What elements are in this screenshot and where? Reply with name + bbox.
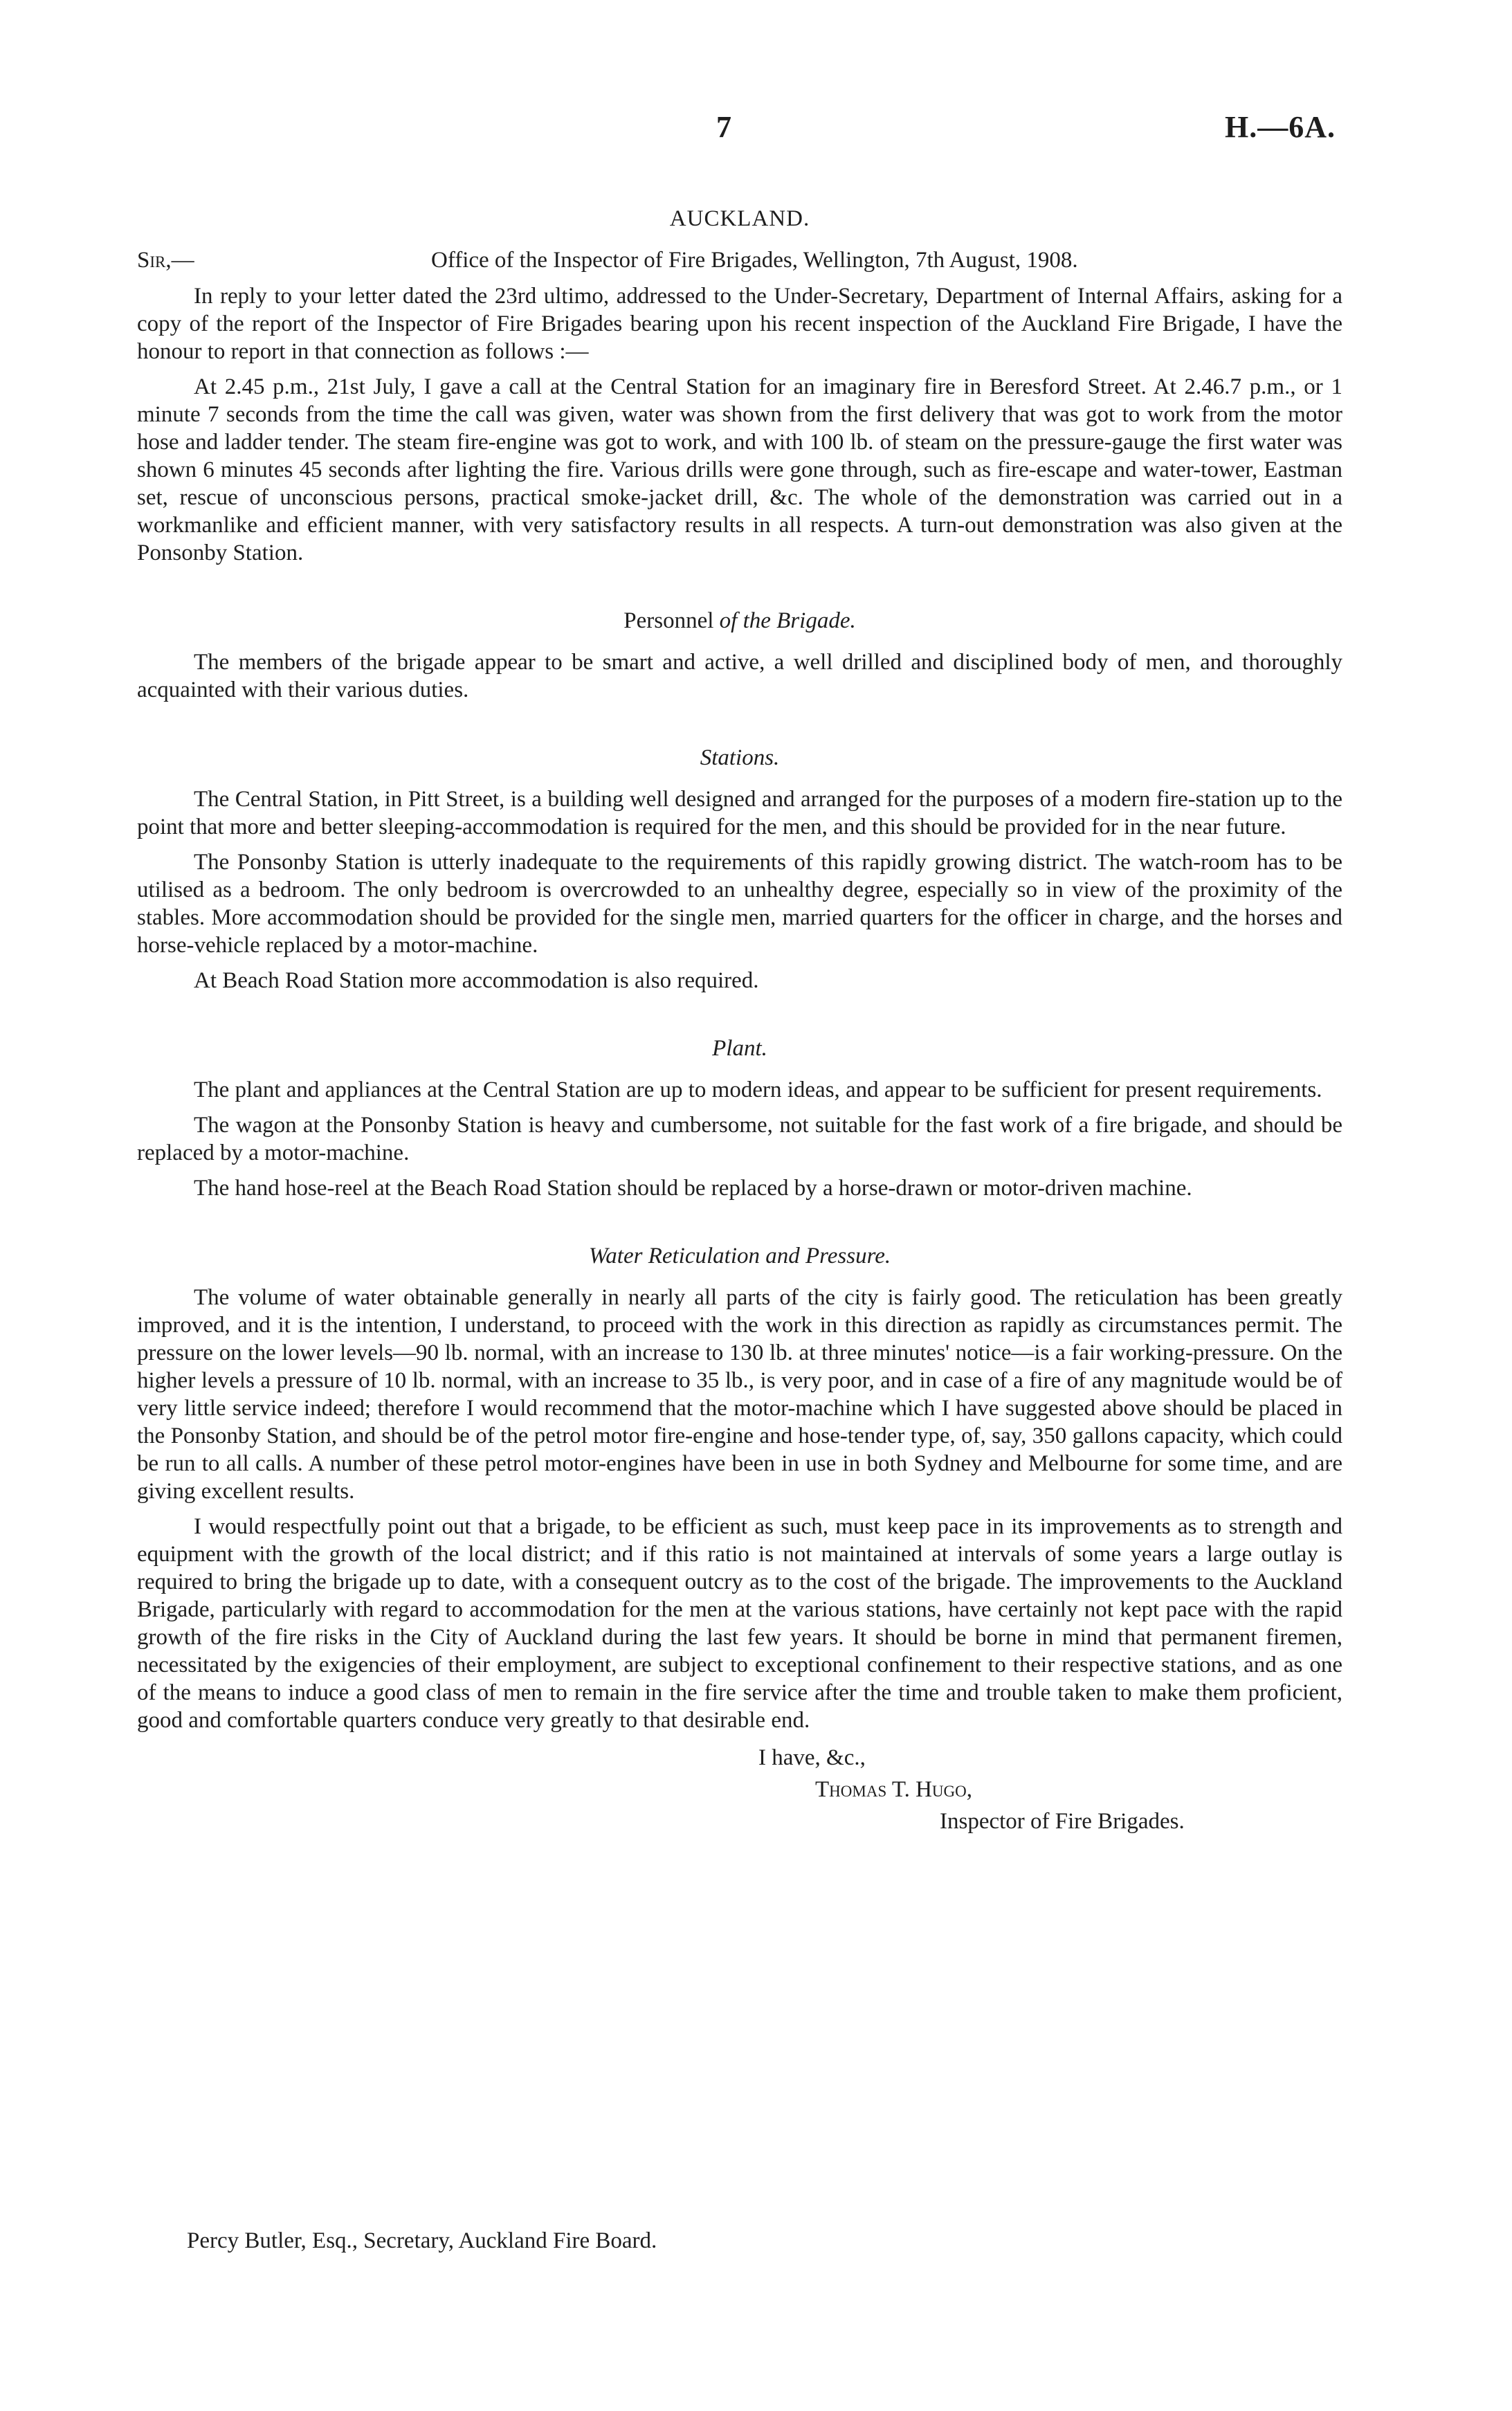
- place-heading: AUCKLAND.: [669, 206, 810, 231]
- plant-paragraph-3: The hand hose-reel at the Beach Road Station should be replaced by a horse-drawn or motor-driven machine.: [194, 1176, 1192, 1201]
- plant-paragraph-2: The wagon at the Ponsonby Station is heavy and cumbersome, not suitable for the fast work of a fire brigade, and should be replaced by a motor-machine.: [137, 1113, 1342, 1165]
- personnel-heading-italic: of the Brigade.: [719, 608, 856, 633]
- water-heading: [137, 1242, 1342, 1270]
- water-heading-text: Water Reticulation and Pressure.: [588, 1244, 891, 1268]
- page-number: 7: [716, 110, 731, 144]
- water-paragraph-1: The volume of water obtainable generally in nearly all parts of the city is fairly good. The reticulation has been greatly improved, and it is the intention, I understand, to proceed with the work in this direction as rapidly as circumstances permit. The pressure on the lower levels—90 lb. normal, with an increase to 130 lb. at three minutes' notice—is a fair working-pressure. On the higher levels a pressure of 10 lb. normal, with an increase to 35 lb., is very poor, and in case of a fire of any magnitude would be of very little service indeed; therefore I would recommend that the motor-machine which I have suggested above should be placed in the Ponsonby Station, and should be of the petrol motor fire-engine and hose-tender type, of, say, 350 gallons capacity, which could be run to all calls. A number of these petrol motor-engines have been in use in both Sydney and Melbourne for some time, and are giving excellent results.: [137, 1285, 1342, 1504]
- addressee: Percy Butler, Esq., Secretary, Auckland Fire Board.: [187, 2228, 657, 2253]
- plant-heading: [137, 1035, 1342, 1062]
- signatory-title: Inspector of Fire Brigades.: [940, 1809, 1185, 1834]
- document-reference: H.—6A.: [1225, 110, 1336, 144]
- personnel-heading-plain: Personnel: [623, 608, 720, 633]
- stations-paragraph-1: The Central Station, in Pitt Street, is a building well designed and arranged for the purposes of a modern fire-station up to the point that more and better sleeping-accommodation is required for the men, and this should be provided for in the near future.: [137, 787, 1342, 839]
- letter-body: [137, 205, 1342, 1862]
- signatory-name: Thomas T. Hugo,: [815, 1777, 973, 1802]
- dateline: [137, 246, 1342, 274]
- intro-paragraph: In reply to your letter dated the 23rd ultimo, addressed to the Under-Secretary, Department of Internal Affairs, asking for a copy of the report of the Inspector of Fire Brigades bearing upon his recent inspection of the Auckland Fire Brigade, I have the honour to report in that connection as follows :—: [137, 284, 1342, 364]
- personnel-heading: [137, 607, 1342, 635]
- plant-heading-text: Plant.: [712, 1036, 767, 1061]
- stations-paragraph-2: The Ponsonby Station is utterly inadequate to the requirements of this rapidly growing district. The watch-room has to be utilised as a bedroom. The only bedroom is overcrowded to an unhealthy degree, especially so in view of the proximity of the stables. More accommodation should be provided for the single men, married quarters for the officer in charge, and the horses and horse-vehicle replaced by a motor-machine.: [137, 850, 1342, 958]
- stations-heading: [137, 744, 1342, 772]
- stations-paragraph-3: At Beach Road Station more accommodation is also required.: [194, 968, 759, 993]
- drill-paragraph: At 2.45 p.m., 21st July, I gave a call at the Central Station for an imaginary fire in Beresford Street. At 2.46.7 p.m., or 1 minute 7 seconds from the time the call was given, water was shown from the first delivery that was got to work from the motor hose and ladder tender. The steam fire-engine was got to work, and with 100 lb. of steam on the pressure-gauge the first water was shown 6 minutes 45 seconds after lighting the fire. Various drills were gone through, such as fire-escape and water-tower, Eastman set, rescue of unconscious persons, practical smoke-jacket drill, &c. The whole of the demonstration was carried out in a workmanlike and efficient manner, with very satisfactory results in all respects. A turn-out demonstration was also given at the Ponsonby Station.: [137, 374, 1342, 565]
- salutation: Sir,—: [137, 248, 194, 273]
- signature-block: [137, 1744, 1342, 1862]
- office-date-line: Office of the Inspector of Fire Brigades, Wellington, 7th August, 1908.: [431, 248, 1078, 273]
- stations-heading-text: Stations.: [700, 745, 780, 770]
- closing-line: I have, &c.,: [758, 1745, 866, 1770]
- water-paragraph-2: I would respectfully point out that a brigade, to be efficient as such, must keep pace in its improvements as to strength and equipment with the growth of the local district; and if this ratio is not maintained at intervals of some years a large outlay is required to bring the brigade up to date, with a consequent outcry as to the cost of the brigade. The improvements to the Auckland Brigade, particularly with regard to accommodation for the men at the various stations, have certainly not kept pace with the rapid growth of the fire risks in the City of Auckland during the last few years. It should be borne in mind that permanent firemen, necessitated by the exigencies of their employment, are subject to exceptional confinement to their respective stations, and as one of the means to induce a good class of men to remain in the fire service after the time and trouble taken to make them proficient, good and comfortable quarters conduce very greatly to that desirable end.: [137, 1514, 1342, 1733]
- personnel-paragraph: The members of the brigade appear to be smart and active, a well drilled and disciplined body of men, and thoroughly acquainted with their various duties.: [137, 650, 1342, 702]
- plant-paragraph-1: The plant and appliances at the Central Station are up to modern ideas, and appear to be sufficient for present requirements.: [194, 1077, 1322, 1102]
